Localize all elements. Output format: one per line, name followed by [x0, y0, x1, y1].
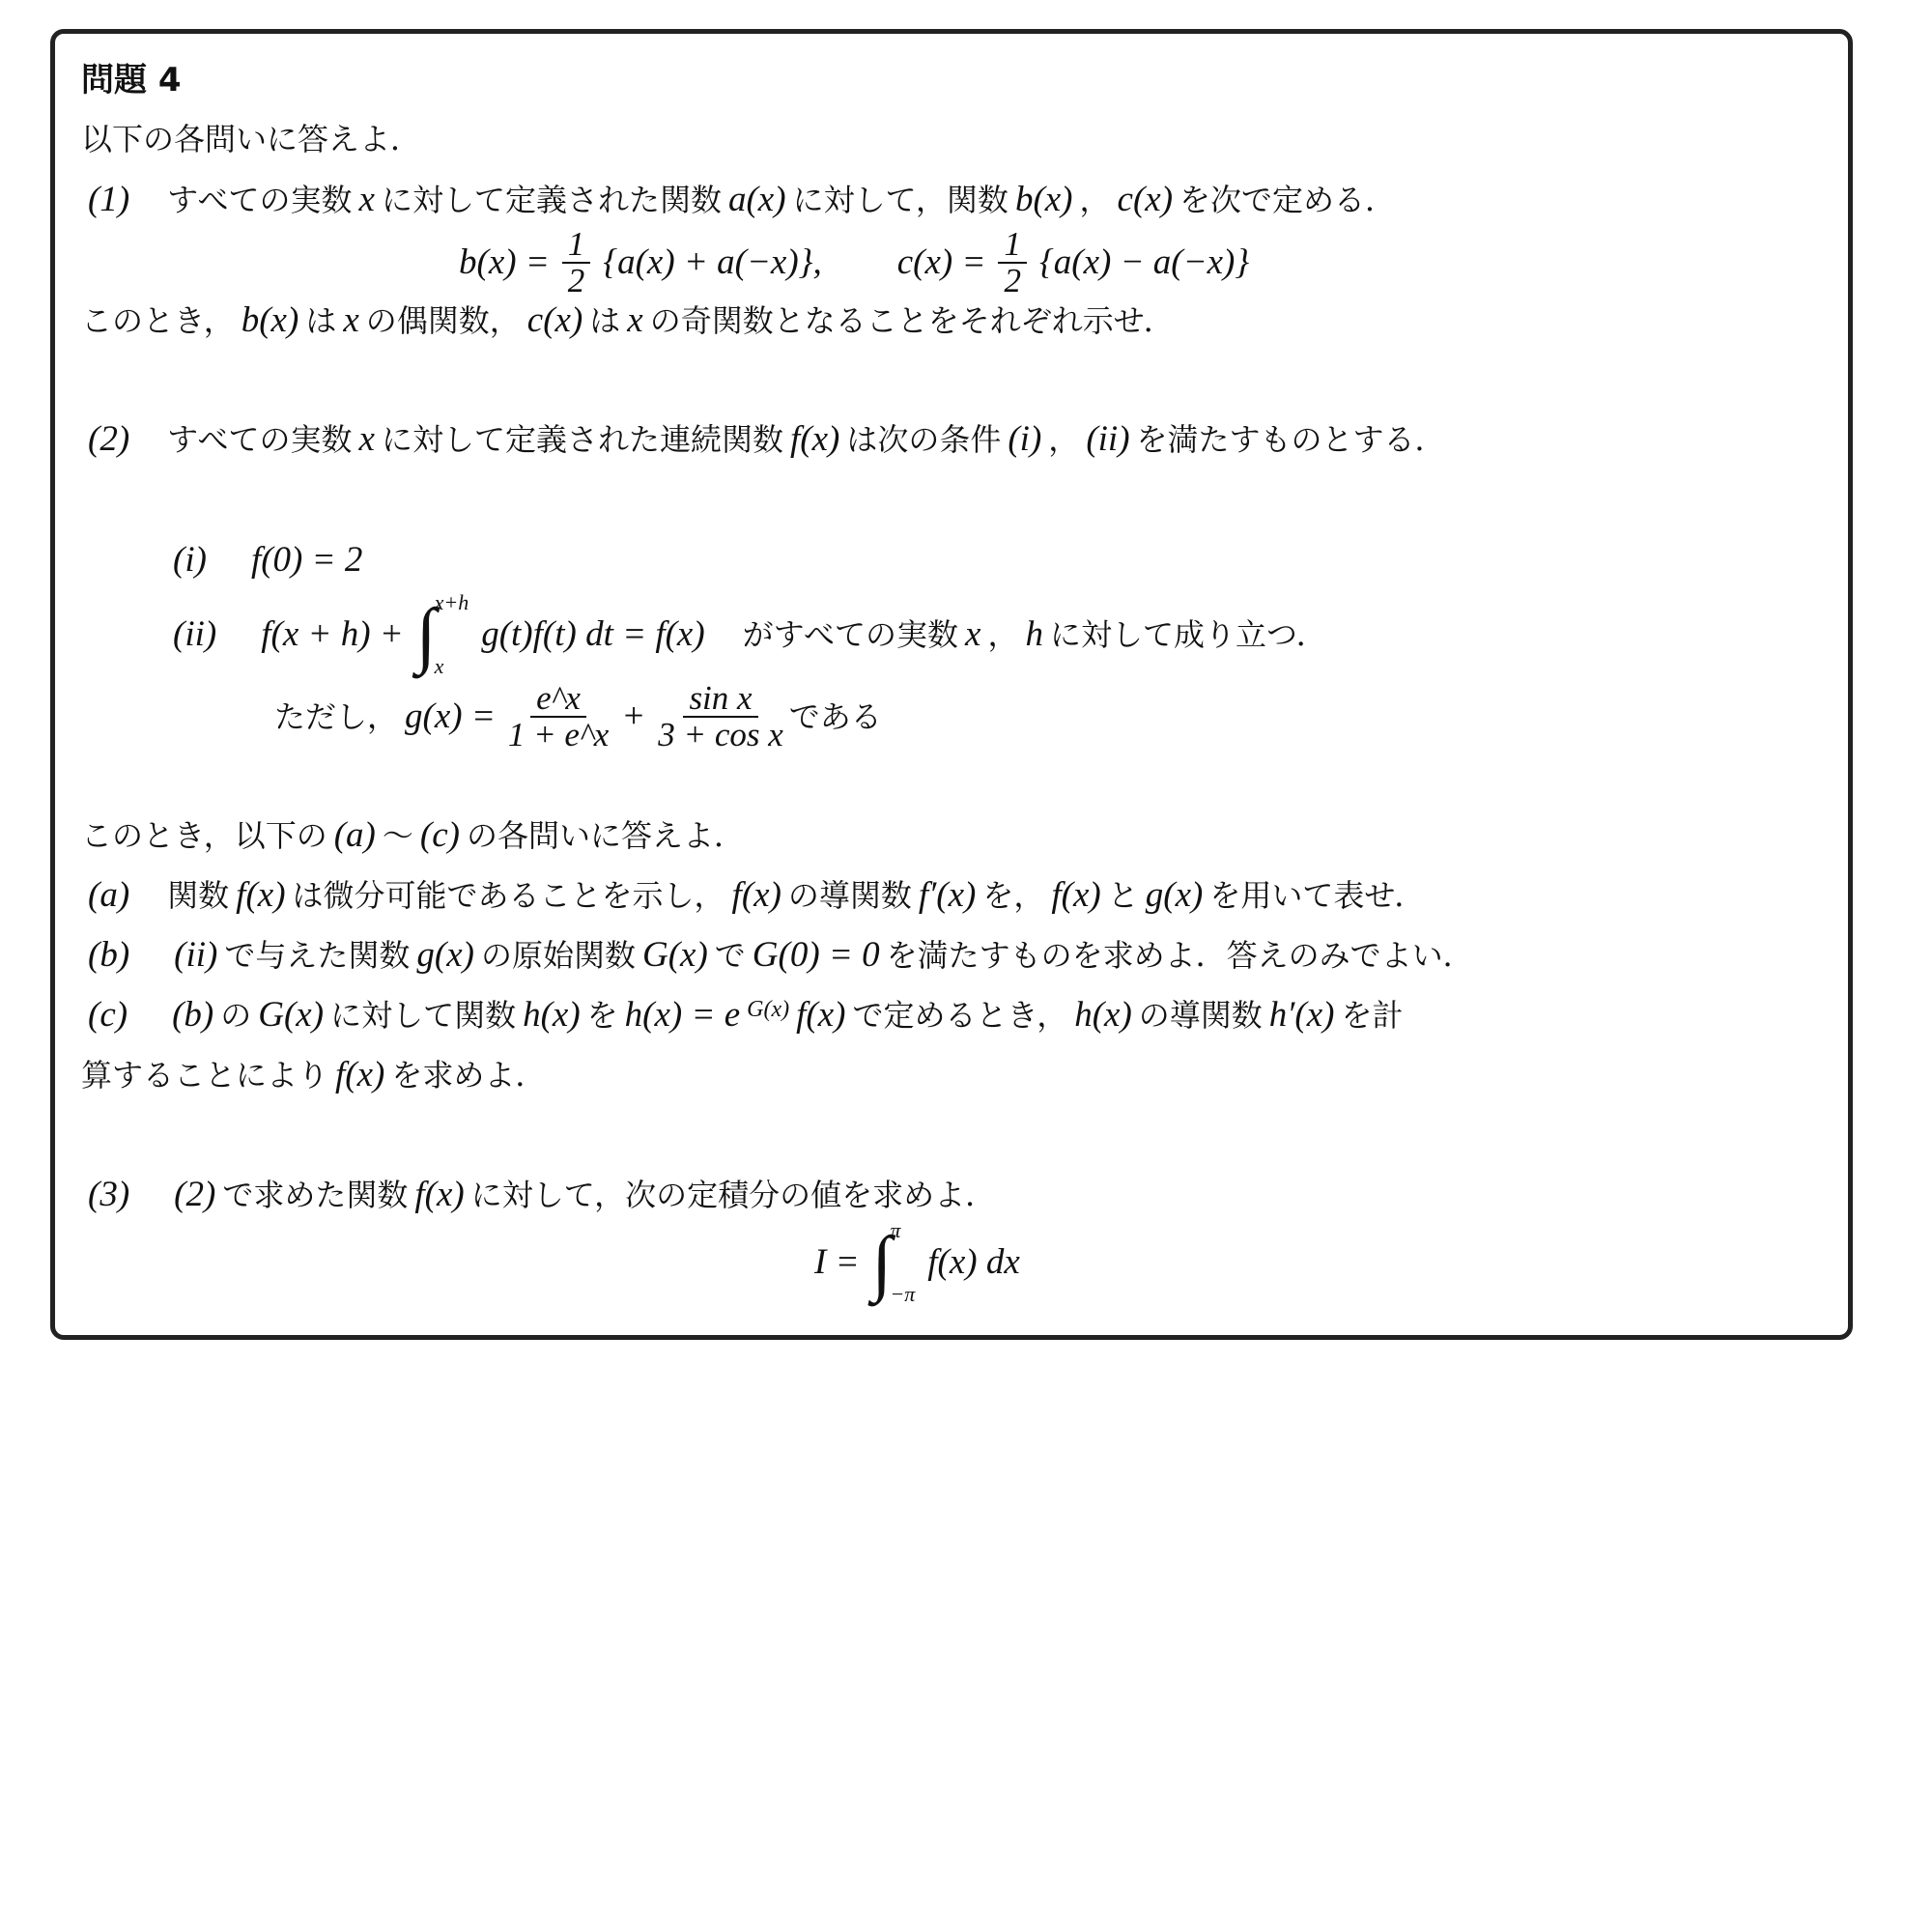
text-segment: 以下の各問いに答えよ．: [81, 121, 422, 157]
math-expression: b(x): [241, 300, 299, 340]
math-expression: f(x + h) +: [261, 614, 404, 654]
math-expression: b(x) =: [459, 242, 550, 282]
text-segment: ただし，: [274, 698, 399, 735]
text-segment: 〜: [382, 817, 413, 854]
text-segment: の: [220, 997, 252, 1034]
math-expression: {a(x) − a(−x)}: [1038, 242, 1250, 282]
integral-upper-limit: x+h: [434, 590, 469, 614]
text-segment: [223, 615, 254, 654]
math-expression: (3): [88, 1175, 130, 1214]
math-expression: f(x): [796, 995, 846, 1035]
integral: [416, 592, 469, 677]
q2-intro: [81, 816, 745, 855]
math-expression: x: [965, 614, 981, 654]
text-segment: に対して定義された連続関数: [381, 421, 783, 458]
text-segment: と: [1107, 877, 1139, 914]
q2c-cont: [81, 1056, 546, 1094]
text-segment: は次の条件: [846, 421, 1002, 458]
text-segment: で定めるとき，: [852, 997, 1068, 1034]
integral-limits: [890, 1220, 915, 1305]
math-expression: x: [343, 300, 359, 340]
fraction-denominator: 2: [567, 262, 585, 299]
integral-sign-icon: ∫: [415, 594, 437, 675]
math-expression: g(x): [1145, 875, 1204, 915]
math-expression: (i): [1008, 419, 1042, 459]
text-segment: ，: [1048, 421, 1080, 458]
text-segment: で与えた関数: [224, 937, 411, 974]
text-segment: すべての実数: [136, 421, 353, 458]
g-definition: [274, 681, 882, 753]
q2a: [81, 876, 1425, 915]
text-segment: で: [714, 937, 746, 974]
text-segment: で求めた関数: [222, 1177, 409, 1213]
math-expression: g(x): [416, 935, 474, 975]
fraction-numerator: sin x: [683, 681, 757, 718]
text-segment: の各問いに答えよ．: [466, 817, 745, 854]
integral-upper-limit: π: [890, 1218, 901, 1242]
integral-sign-icon: ∫: [871, 1222, 893, 1303]
q1-formula: [452, 227, 1256, 298]
text-segment: [136, 936, 167, 975]
math-expression: {a(x) + a(−x)},: [603, 242, 822, 282]
math-expression: b(x): [1014, 180, 1073, 219]
math-expression: (ii): [174, 935, 218, 975]
math-expression: f(0) = 2: [250, 540, 363, 580]
text-segment: に対して関数: [330, 997, 517, 1034]
text-segment: の導関数: [1138, 997, 1263, 1034]
math-expression: G(0) = 0: [752, 935, 880, 975]
math-expression: G(x): [258, 995, 325, 1035]
text-segment: に対して，次の定積分の値を求めよ．: [470, 1177, 997, 1213]
math-expression: a(x): [727, 180, 786, 219]
q3-formula: [808, 1220, 1027, 1305]
text-segment: は: [589, 302, 621, 339]
text-segment: [136, 1176, 167, 1214]
text-segment: の導関数: [787, 877, 912, 914]
q2b: [81, 936, 1474, 975]
math-expression: c(x) =: [896, 242, 986, 282]
text-segment: は微分可能であることを示し，: [292, 877, 725, 914]
integral-limits: [435, 592, 469, 677]
text-segment: ，: [1079, 182, 1111, 218]
text-segment: すべての実数: [136, 182, 353, 218]
q3-statement: [81, 1176, 996, 1214]
text-segment: を，: [982, 877, 1045, 914]
fraction: [998, 227, 1027, 298]
math-expression: (a): [88, 875, 130, 915]
text-segment: に対して定義された関数: [381, 182, 722, 218]
text-segment: を用いて表せ．: [1209, 877, 1426, 914]
text-segment: [213, 541, 244, 580]
math-expression: g(x) =: [405, 696, 496, 736]
text-segment: を: [586, 997, 618, 1034]
text-segment: を満たすものを求めよ．答えのみでよい．: [886, 937, 1474, 974]
text-segment: がすべての実数: [711, 616, 959, 653]
math-expression: x: [358, 180, 375, 219]
q1-statement: [81, 181, 1396, 219]
condition-i: [166, 541, 369, 580]
text-segment: の原始関数: [480, 937, 636, 974]
fraction-numerator: 1: [998, 227, 1027, 264]
fraction-denominator: 2: [1004, 262, 1021, 299]
math-expression: (c): [419, 815, 460, 855]
q2-statement: [81, 420, 1446, 459]
math-expression: f(x) dx: [927, 1242, 1020, 1282]
text-segment: に対して，関数: [792, 182, 1009, 218]
math-expression: (a): [333, 815, 376, 855]
q1-task: [81, 301, 1175, 340]
math-expression: (2): [88, 419, 130, 459]
math-expression: (b): [88, 935, 130, 975]
math-expression: x: [627, 300, 643, 340]
q2c: [81, 996, 1403, 1035]
fraction-denominator: 3 + cos x: [658, 716, 783, 753]
math-expression: (i): [173, 540, 207, 580]
math-expression: f(x): [236, 875, 286, 915]
integral-lower-limit: x: [434, 654, 444, 678]
math-expression: (b): [172, 995, 214, 1035]
text-segment: このとき，: [81, 302, 235, 339]
fraction-numerator: 1: [562, 227, 591, 264]
math-expression: g(t)f(t) dt = f(x): [481, 614, 705, 654]
text-segment: の奇関数となることをそれぞれ示せ．: [649, 302, 1175, 339]
integral-lower-limit: −π: [890, 1282, 916, 1306]
math-expression: c(x): [526, 300, 583, 340]
text-segment: を満たすものとする．: [1136, 421, 1446, 458]
math-expression: f(x): [1051, 875, 1101, 915]
math-expression: h(x) = e: [624, 995, 741, 1035]
text-segment: [829, 243, 891, 282]
condition-ii: [166, 592, 1327, 677]
text-segment: を求めよ．: [391, 1057, 547, 1094]
math-expression: (ii): [1086, 419, 1130, 459]
math-expression: +: [621, 696, 646, 736]
math-expression: f(x): [789, 419, 840, 459]
math-expression: (ii): [173, 614, 217, 654]
math-expression: f(x): [731, 875, 781, 915]
intro: [81, 120, 421, 158]
text-segment: このとき，以下の: [81, 817, 327, 854]
text-segment: である: [788, 698, 882, 735]
math-expression: I =: [814, 1242, 860, 1282]
math-expression: G(x): [641, 935, 708, 975]
math-expression: (c): [88, 995, 128, 1035]
fraction-denominator: 1 + e^x: [507, 716, 610, 753]
fraction: [658, 681, 783, 753]
integral: [872, 1220, 916, 1305]
math-expression: h(x): [523, 995, 581, 1035]
math-expression: h′(x): [1268, 995, 1335, 1035]
text-segment: を計: [1341, 997, 1404, 1034]
text-segment: 算することにより: [81, 1057, 329, 1094]
math-expression: (2): [174, 1175, 216, 1214]
text-segment: 関数: [136, 877, 230, 914]
problem-title: 問題 4: [81, 61, 182, 99]
text-segment: [134, 996, 165, 1035]
math-expression: f(x): [335, 1055, 385, 1094]
math-expression: c(x): [1117, 180, 1174, 219]
text-segment: は: [305, 302, 337, 339]
math-expression: h: [1025, 614, 1043, 654]
text-segment: の偶関数，: [365, 302, 521, 339]
text-segment: を次で定める．: [1179, 182, 1397, 218]
fraction-numerator: e^x: [530, 681, 586, 718]
math-expression: (1): [88, 180, 130, 219]
math-expression: f′(x): [918, 875, 977, 915]
math-superscript: G(x): [747, 997, 790, 1022]
math-expression: f(x): [414, 1175, 465, 1214]
math-expression: h(x): [1074, 995, 1132, 1035]
text-segment: に対して成り立つ．: [1050, 616, 1327, 653]
math-expression: x: [358, 419, 375, 459]
fraction: [508, 681, 609, 753]
text-segment: ，: [987, 616, 1019, 653]
fraction: [562, 227, 591, 298]
